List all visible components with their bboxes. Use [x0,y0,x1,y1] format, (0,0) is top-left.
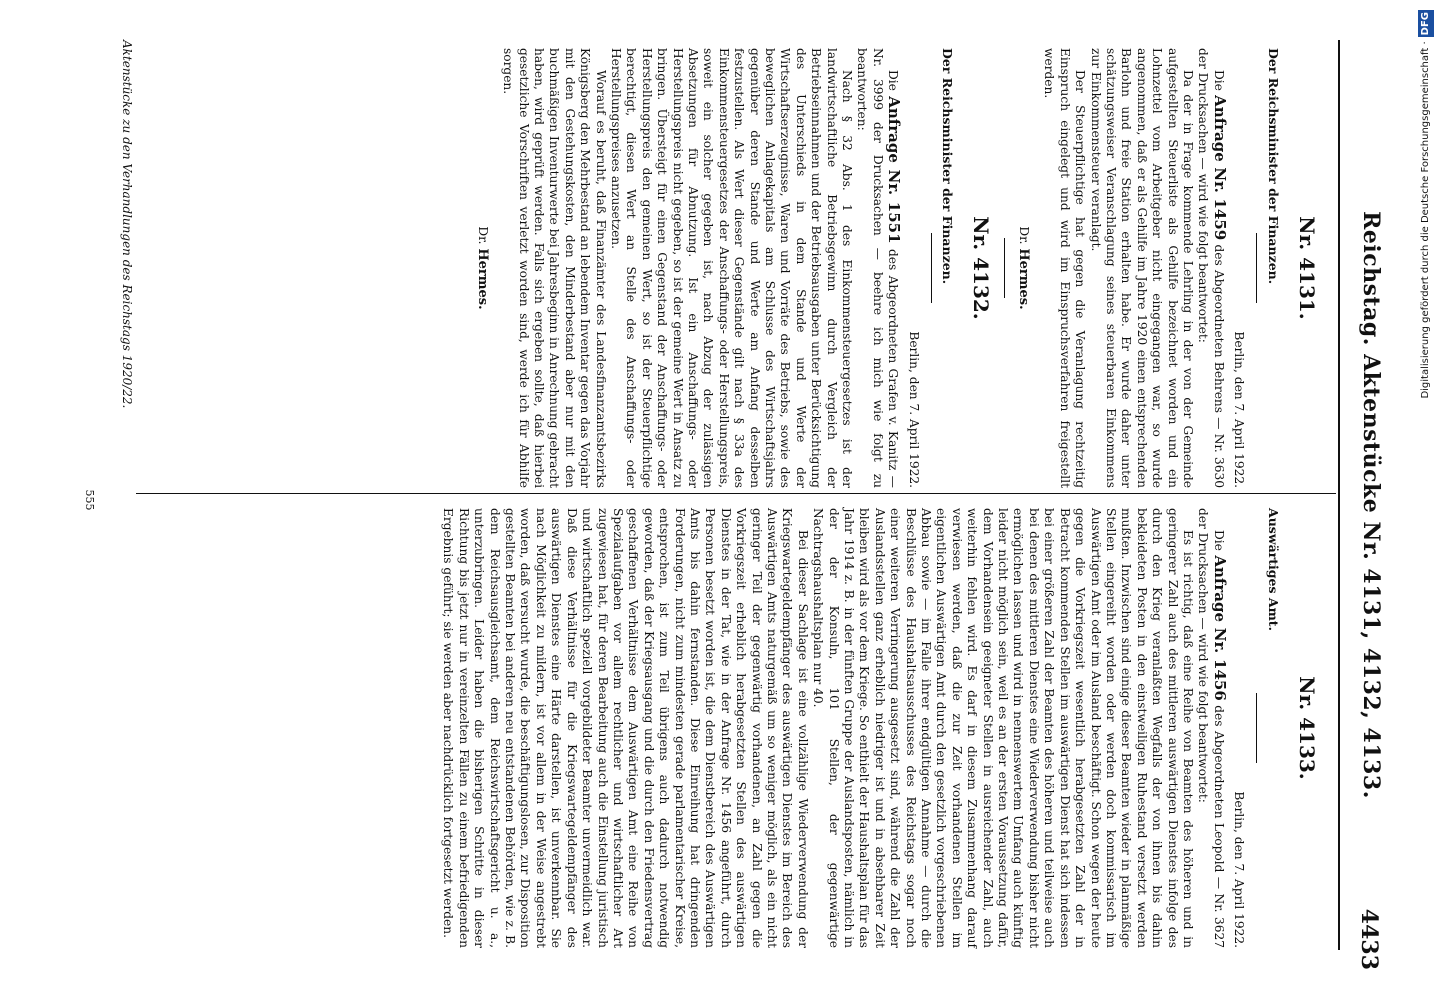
signature-title: Dr. [475,226,490,245]
intro-4133 [1195,508,1227,948]
authority-4131: Der Reichsminister der Finanzen. [1265,48,1281,285]
paragraph: Worauf es beruht, daß Finanzämter des Landesfinanzamtsbezirks Königsberg den Mehrbestand an lebendem Inventar gegen das Vorjahr mit den Gestehungskosten, den Minderbestand aber nur mit den buchmäßigen Inventurwerte bei Jahresbeginn in Anrechnung gebracht haben, wird geprüft werden. Falls sich ergeben sollte, daß hierbei gesetzliche Vorschriften verletzt worden sind, werde ich für Abhilfe sorgen. [501,48,608,488]
section-heading-4133: Nr. 4133. [1295,676,1319,780]
right-column [440,508,1330,948]
paragraph: Nach § 32 Abs. 1 des Einkommensteuergesetzes ist der landwirtschaftliche Betriebsgewinn durch Vergleich der Betriebseinnahmen und der Betriebsausgaben unter Berücksichtigung des Unterschieds in dem Stande und Werte der Wirtschaftserzeugnisse, Waren und Vorräte des Betriebs, sowie des beweglichen Anlagekapitals am Schlusse des Wirtschaftsjahrs gegenüber deren Stande und Werte am Anfang desselben festzustellen. Als Wert dieser Gegenstände gilt nach § 33a des Einkommensteuergesetzes der Anschaffungs- oder Herstellungspreis, soweit ein solcher gegeben ist, nach Abzug der zulässigen Absetzungen für Abnutzung. Ist ein Anschaffungs- oder Herstellungspreis nicht gegeben, so ist der gemeine Wert in Ansatz zu bringen. Übersteigt für einen Gegenstand der Anschaffungs- oder Herstellungspreis den gemeinen Wert, so ist der Steuerpflichtige berechtigt, diesen Wert an Stelle des Anschaffungs- oder Herstellungspreises anzusetzen. [608,48,855,488]
signature-name: Hermes. [1015,248,1031,310]
date-4132: Berlin, den 7. April 1922. [906,331,921,488]
intro-4132 [854,48,904,488]
anfrage-number: Anfrage Nr. 1551 [885,96,904,244]
anfrage-number: Anfrage Nr. 1459 [1210,95,1229,241]
left-column [474,48,1330,488]
paragraph: Es ist richtig, daß eine Reihe von Beamten des höheren und in geringerer Zahl auch des mittleren auswärtigen Dienstes infolge des durch den Krieg veranlaßten Wegfalls der von ihnen bis dahin bekleideten Posten in den einstweiligen Ruhestand versetzt werden mußten. Inzwischen sind einige dieser Beamten wieder in planmäßige Stellen eingereiht worden oder werden doch kommissarisch im Auswärtigen Amt oder im Ausland beschäftigt. Schon wegen der heute gegen die Vorkriegszeit wesentlich herabgesetzten Zahl der in Betracht kommenden Stellen im auswärtigen Dienst hat sich indessen bei einer größeren Zahl der Beamten des höheren und teilweise auch bei denen des mittleren Dienstes eine Wiederverwendung bisher nicht ermöglichen lassen und wird in nennenswertem Umfang auch künftig leider nicht möglich sein, weil es an der ersten Voraussetzung dafür, dem Vorhandensein geeigneter Stellen in ausreichender Zahl, auch weiterhin fehlen wird. Es darf in diesem Zusammenhang darauf verwiesen werden, daß die zur Zeit vorhandenen Stellen im eigentlichen Auswärtigen Amt durch den gesetzlich vorgeschriebenen Abbau sowie — im Falle ihrer endgültigen Annahme — durch die Beschlüsse des Haushaltsausschusses des Reichstags sogar noch einer weiteren Verringerung ausgesetzt sind, während die Zahl der Auslandsstellen ganz erheblich niedriger ist und in absehbarer Zeit bleiben wird als vor dem Kriege. So enthielt der Haushaltsplan für das Jahr 1914 z. B. in der fünften Gruppe der Auslandsposten, nämlich in der der Konsuln, 101 Stellen, der gegenwärtige Nachtragshaushaltsplan nur 40. [811,508,1195,948]
dfg-logo-badge: DFG [1418,10,1434,37]
intro-rest: des Abgeordneten Leopold — Nr. 3627 der Drucksachen — wird wie folgt beantwortet: [1196,508,1226,949]
intro-die: Die [1211,70,1226,91]
short-rule [1256,693,1257,763]
intro-die: Die [886,70,901,91]
intro-rest: des Abgeordneten Grafen v. Kanitz — Nr. 3999 der Drucksachen — beehre ich mich wie folgt zu beantworten: [855,48,901,488]
digitization-credit-text [1418,10,1434,700]
page-header [1340,40,1386,970]
section-heading-4132: Nr. 4132. [969,216,994,320]
date-4131: Berlin, den 7. April 1922. [1232,331,1247,488]
authority-4132: Der Reichsminister der Finanzen. [940,48,956,285]
credit-text: Digitalisierung gefördert durch die Deutsche Forschungsgemeinschaft · [1420,41,1431,399]
paragraph: Da der in Frage kommende Lehrling in der von der Gemeinde aufgestellten Steuerliste als Gehilfe bezeichnet worden und ein Lohnzettel vom Arbeitgeber nicht eingegangen war, so wurde angenommen, daß er als Gehilfe im Jahre 1920 einen entsprechenden Barlohn und freie Station erhalten habe. Er wurde daher unter schätzungsweiser Veranschlagung seines steuerbaren Einkommens zur Einkommensteuer veranlagt. [1088,48,1195,488]
paragraph: Der Steuerpflichtige hat gegen die Veranlagung rechtzeitig Einspruch eingelegt und wird im Einspruchsverfahren freigestellt werden. [1042,48,1088,488]
authority-4133: Auswärtiges Amt. [1265,508,1281,631]
paragraph: Bei dieser Sachlage ist eine vollzählige Wiederverwendung der Kriegswartegeldempfänger des auswärtigen Dienstes im Bereich des Auswärtigen Amts naturgemäß um so weniger möglich, als ein nicht geringer Teil der gegenwärtig vorhandenen, an Zahl gegen die Vorkriegszeit erheblich herabgesetzten Stellen des auswärtigen Dienstes in der Tat, wie in der Anfrage Nr. 1456 angeführt, durch Personen besetzt worden ist, die dem Dienstbereich des Auswärtigen Amts bis dahin fernstanden. Diese Einreihung hat dringenden Forderungen, nicht zum mindesten gerade parlamentarischer Kreise, entsprochen, ist zum Teil übrigens auch dadurch notwendig geworden, daß der Kriegsausgang und die durch den Friedensvertrag geschaffenen Verhältnisse dem Auswärtigen Amt eine Reihe von Spezialaufgaben vor allem rechtlicher und wirtschaftlicher Art zugewiesen hat, für deren Bearbeitung auch die Einstellung juristisch und wirtschaftlich speziell vorgebildeter Beamter unvermeidlich war. Daß diese Verhältnisse für die Kriegswartegeldempfänger des auswärtigen Dienstes eine Härte darstellen, ist unverkennbar. Sie nach Möglichkeit zu mildern, ist vor allem in der Weise angestrebt worden, daß versucht wurde, die beschäftigungslosen, zur Disposition gestellten Beamten bei anderen neu entstandenen Behörden, wie z. B. dem Reichsausgleichsamt, dem Reichswirtschaftsgericht u. a., unterzubringen. Leider haben die bisherigen Schritte in dieser Richtung bis jetzt nur in vereinzelten Fällen zu einem befriedigenden Ergebnis geführt; sie werden aber nachdrücklich fortgesetzt werden. [441,508,810,948]
footer-source: Aktenstücke zu den Verhandlungen des Reichstags 1920/22. [120,40,134,409]
page-title: Reichstag. Aktenstücke Nr. 4131, 4132, 4133. [1358,211,1384,799]
short-rule [931,233,932,303]
digitization-credit [1418,10,1434,700]
intro-4131 [1195,48,1227,488]
signature-4132 [474,48,489,488]
column-divider [136,493,1336,494]
anfrage-number: Anfrage Nr. 1456 [1210,555,1229,701]
section-rule [1005,238,1006,298]
signature-name: Hermes. [474,248,490,310]
section-heading-4131: Nr. 4131. [1295,216,1319,320]
intro-rest: des Abgeordneten Behrens — Nr. 3630 der Drucksachen — wird wie folgt beantwortet: [1196,48,1226,489]
intro-die: Die [1211,530,1226,551]
short-rule [1256,233,1257,303]
header-rule [1338,40,1340,950]
date-4133: Berlin, den 7. April 1922. [1232,791,1247,948]
signature-4131 [1016,48,1031,488]
footer-page-number: 555 [83,489,96,511]
page-number: 4433 [1356,908,1382,970]
signature-title: Dr. [1016,226,1031,245]
